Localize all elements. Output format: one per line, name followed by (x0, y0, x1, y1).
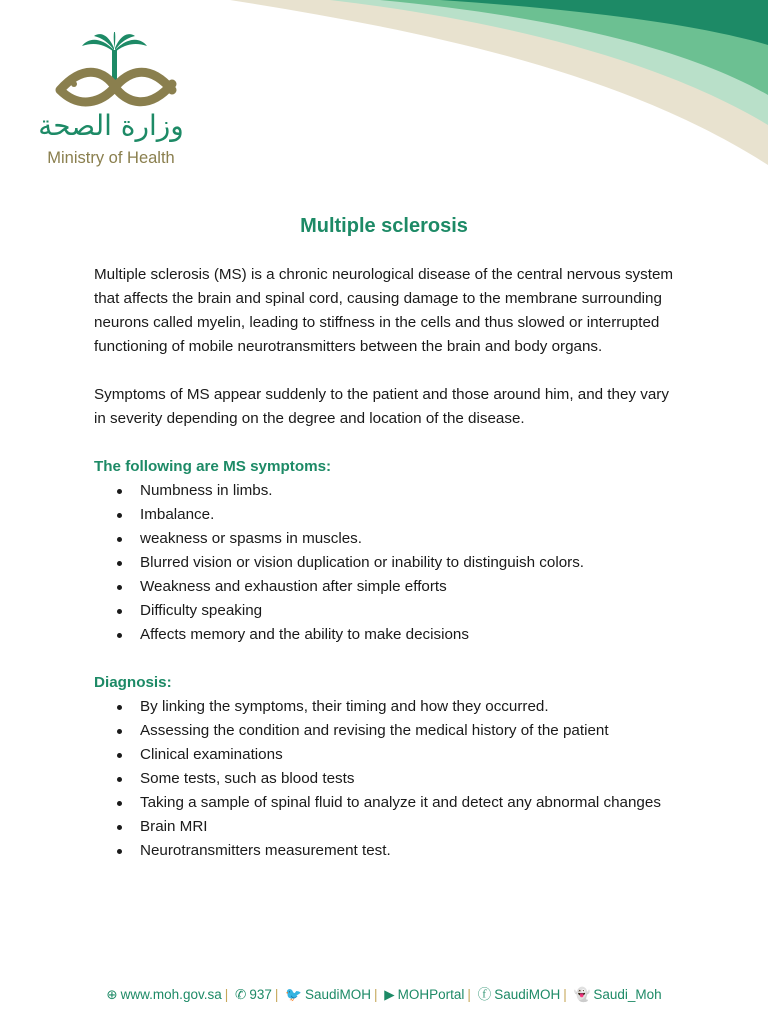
bullet-icon (117, 489, 122, 494)
list-item: Numbness in limbs. (94, 479, 684, 503)
bullet-icon (117, 513, 122, 518)
bullet-icon (117, 537, 122, 542)
bullet-icon (117, 609, 122, 614)
facebook-icon: ⓕ (477, 987, 492, 1002)
twitter-icon: 🐦 (285, 987, 302, 1002)
bullet-icon (117, 585, 122, 590)
list-item: Taking a sample of spinal fluid to analyze it and detect any abnormal changes (94, 791, 684, 815)
list-item: Neurotransmitters measurement test. (94, 839, 684, 863)
list-item: Imbalance. (94, 503, 684, 527)
bullet-icon (117, 753, 122, 758)
footer-twitter[interactable]: 🐦 SaudiMOH (285, 987, 371, 1002)
youtube-icon: ▶ (384, 987, 395, 1002)
ministry-logo (30, 32, 200, 112)
bullet-icon (117, 561, 122, 566)
list-item: Some tests, such as blood tests (94, 767, 684, 791)
diagnosis-list (94, 695, 684, 863)
list-item: Blurred vision or vision duplication or inability to distinguish colors. (94, 551, 684, 575)
bullet-icon (117, 729, 122, 734)
bullet-icon (117, 849, 122, 854)
footer-facebook[interactable]: ⓕ SaudiMOH (476, 983, 563, 1003)
footer-snapchat[interactable]: 👻 Saudi_Moh (573, 987, 662, 1002)
page-title: Multiple sclerosis (300, 215, 468, 237)
list-item: Clinical examinations (94, 743, 684, 767)
symptoms-paragraph: Symptoms of MS appear suddenly to the patient and those around him, and they vary in severity depending on the degree and location of the disease. (94, 386, 669, 427)
list-item: Affects memory and the ability to make decisions (94, 623, 684, 647)
list-item: weakness or spasms in muscles. (94, 527, 684, 551)
logo-english-text: Ministry of Health (47, 149, 175, 167)
footer-youtube[interactable]: ▶ MOHPortal (384, 987, 465, 1002)
bullet-icon (117, 801, 122, 806)
list-item: Brain MRI (94, 815, 684, 839)
symptoms-list (94, 479, 684, 647)
footer-contacts: ⊕ www.moh.gov.sa | ✆ 937 | 🐦 SaudiMOH | ▶ MOHPortal | ⓕ SaudiMOH | 👻 Saudi_Moh (0, 983, 768, 1003)
bullet-icon (117, 633, 122, 638)
globe-icon: ⊕ (106, 987, 118, 1002)
list-item: Assessing the condition and revising the medical history of the patient (94, 719, 684, 743)
logo-arabic-text: وزارة الصحة (38, 109, 184, 142)
bullet-icon (117, 705, 122, 710)
document-body (94, 263, 684, 887)
list-item: Weakness and exhaustion after simple efforts (94, 575, 684, 599)
footer-phone[interactable]: ✆ 937 (235, 987, 272, 1002)
phone-icon: ✆ (235, 987, 247, 1002)
symptoms-heading: The following are MS symptoms: (94, 458, 332, 475)
diagnosis-heading: Diagnosis: (94, 674, 172, 691)
bullet-icon (117, 777, 122, 782)
list-item: By linking the symptoms, their timing and how they occurred. (94, 695, 684, 719)
intro-paragraph: Multiple sclerosis (MS) is a chronic neurological disease of the central nervous system that affects the brain and spinal cord, causing damage to the membrane surrounding neurons called myelin, leading to stiffness in the cells and thus slowed or interrupted functioning of mobile neurotransmitters between the brain and body organs. (94, 266, 674, 355)
snapchat-icon: 👻 (573, 987, 591, 1002)
list-item: Difficulty speaking (94, 599, 684, 623)
bullet-icon (117, 825, 122, 830)
footer-website[interactable]: ⊕ www.moh.gov.sa (106, 987, 222, 1002)
